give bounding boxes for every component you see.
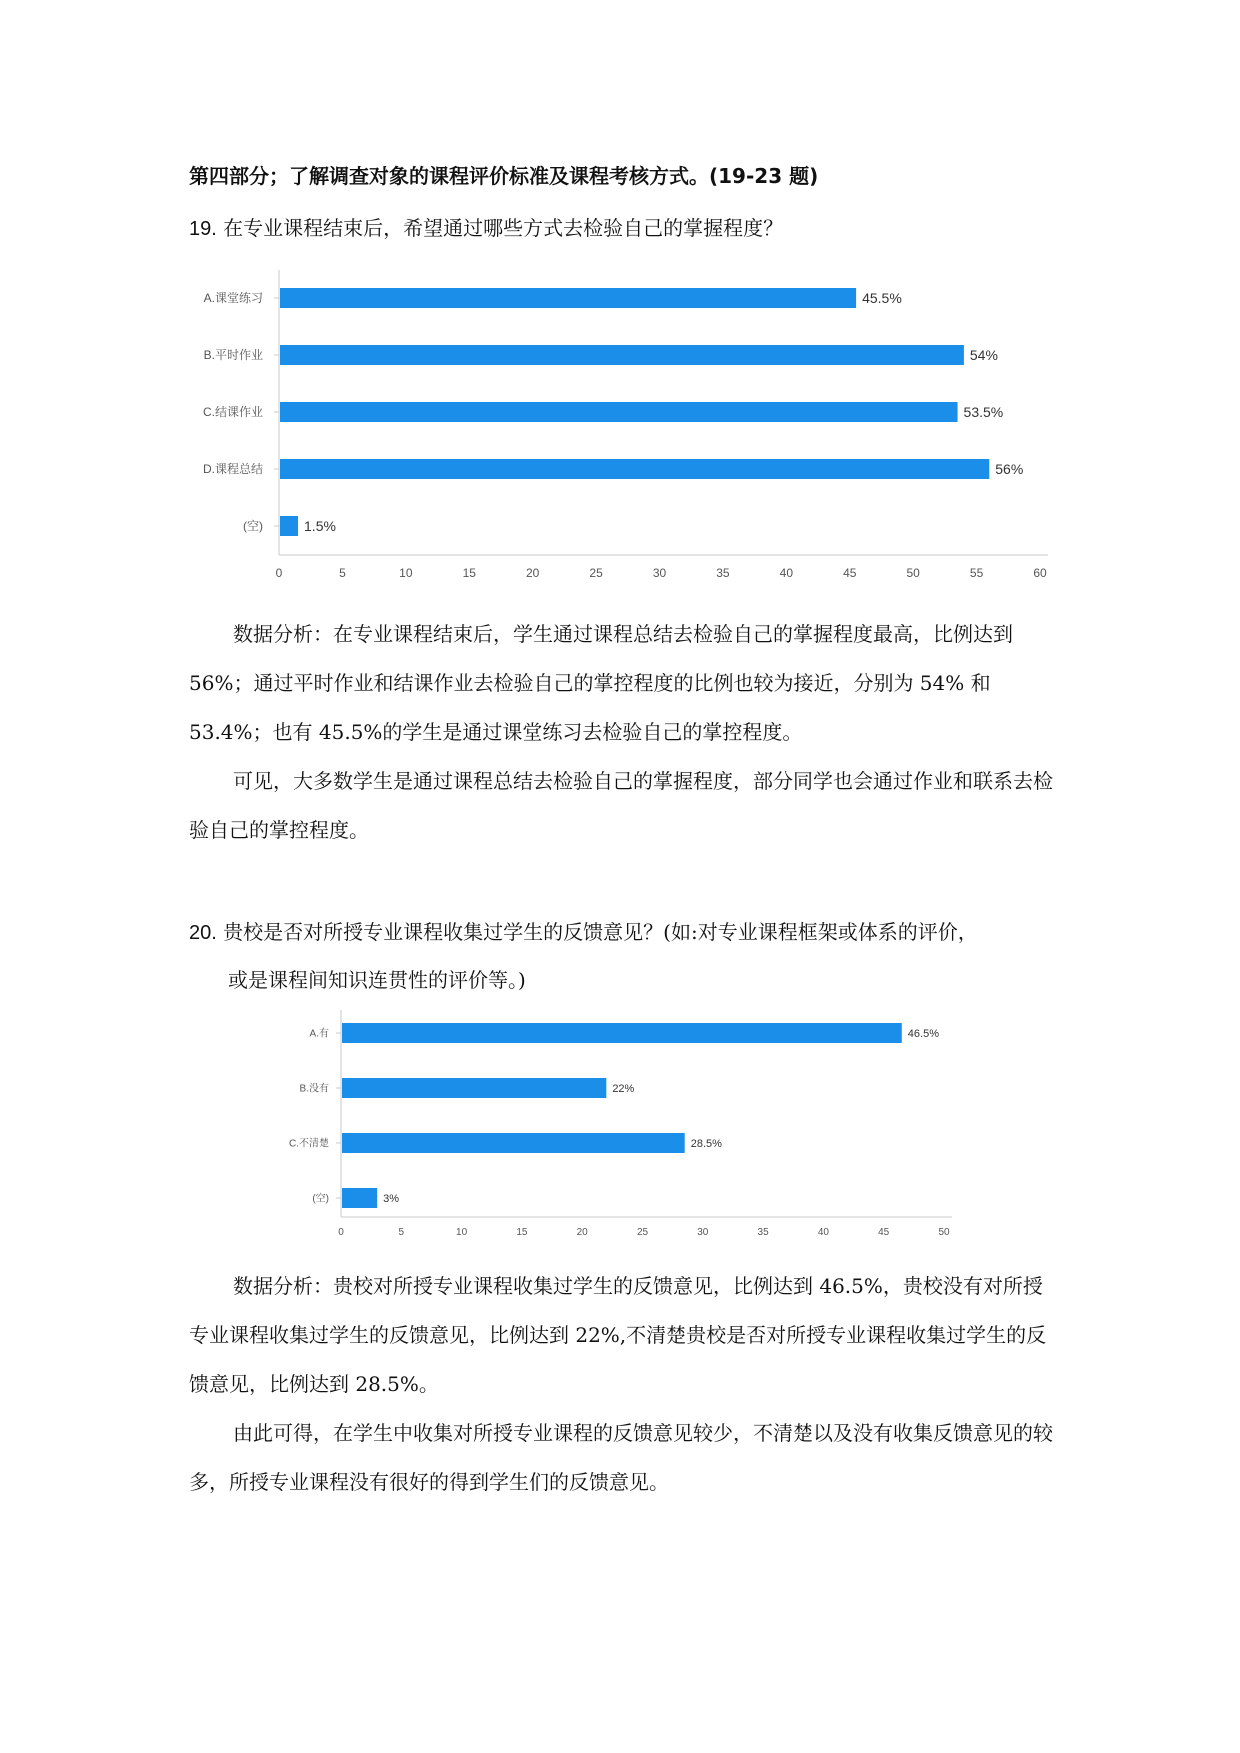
- category-label: A.课堂练习: [203, 291, 263, 306]
- bar-value-label: 56%: [995, 460, 1024, 477]
- bar: [280, 459, 989, 479]
- bar: [342, 1133, 685, 1153]
- x-tick-label: 15: [462, 566, 476, 580]
- category-label: A.有: [309, 1028, 329, 1040]
- chart-q20: [0, 990, 1240, 1250]
- analysis-20-paragraph-1: [189, 1262, 1059, 1409]
- x-tick-label: 10: [399, 566, 413, 580]
- x-tick-label: 60: [1033, 566, 1047, 580]
- question-19-number: 19.: [189, 218, 217, 240]
- analysis-19-text-1: 数据分析：在专业课程结束后，学生通过课程总结去检验自己的掌握程度最高，比例达到 56%；通过平时作业和结课作业去检验自己的掌控程度的比例也较为接近，分别为 54% 和 53.4%；也有 45.5%的学生是通过课堂练习去检验自己的掌控程度。: [189, 622, 1013, 744]
- bar: [280, 402, 958, 422]
- chart-q19: [0, 0, 1240, 600]
- x-tick-label: 50: [938, 1227, 950, 1238]
- bar: [280, 516, 298, 536]
- analysis-19-paragraph-1: [189, 610, 1059, 757]
- x-tick-label: 45: [843, 566, 857, 580]
- analysis-20-paragraph-2: [189, 1409, 1059, 1507]
- category-label: D.课程总结: [202, 462, 263, 477]
- x-tick-label: 40: [817, 1227, 829, 1238]
- bar: [342, 1078, 606, 1098]
- x-tick-label: 25: [589, 566, 603, 580]
- bar-value-label: 1.5%: [304, 517, 336, 534]
- question-20: [189, 916, 978, 945]
- bar: [342, 1023, 902, 1043]
- bar-value-label: 53.5%: [963, 403, 1004, 420]
- bar-value-label: 3%: [383, 1192, 400, 1205]
- x-tick-label: 30: [652, 566, 667, 580]
- question-20-line-2: 或是课程间知识连贯性的评价等。): [228, 968, 526, 992]
- x-tick-label: 5: [398, 1227, 405, 1238]
- category-label: B.没有: [299, 1083, 329, 1095]
- bar: [342, 1188, 377, 1208]
- x-tick-label: 25: [636, 1227, 649, 1238]
- x-tick-label: 10: [456, 1227, 468, 1238]
- question-19-text: 在专业课程结束后，希望通过哪些方式去检验自己的掌握程度？: [223, 216, 784, 240]
- bar: [280, 345, 964, 365]
- x-tick-label: 50: [906, 566, 920, 580]
- x-tick-label: 0: [275, 566, 283, 580]
- x-tick-label: 35: [716, 566, 730, 580]
- x-tick-label: 15: [516, 1227, 528, 1238]
- bar-value-label: 22%: [612, 1082, 635, 1095]
- analysis-19-text-2: 可见，大多数学生是通过课程总结去检验自己的掌握程度，部分同学也会通过作业和联系去检验自己的掌控程度。: [189, 769, 1053, 842]
- x-tick-label: 30: [697, 1227, 709, 1238]
- question-20-number: 20.: [189, 922, 217, 944]
- bar-value-label: 28.5%: [690, 1137, 722, 1150]
- x-tick-label: 45: [878, 1227, 890, 1238]
- x-tick-label: 55: [969, 566, 984, 580]
- x-tick-label: 35: [757, 1227, 769, 1238]
- bar-value-label: 54%: [969, 346, 998, 363]
- analysis-20-text-1: 数据分析：贵校对所授专业课程收集过学生的反馈意见，比例达到 46.5%，贵校没有对所授专业课程收集过学生的反馈意见，比例达到 22%,不清楚贵校是否对所授专业课程收集过学生的反馈意见，比例达到 28.5%。: [189, 1274, 1047, 1396]
- bar-value-label: 46.5%: [907, 1027, 939, 1040]
- analysis-19-paragraph-2: [189, 757, 1059, 855]
- section-title: 第四部分；了解调查对象的课程评价标准及课程考核方式。(19-23 题): [189, 164, 819, 188]
- x-tick-label: 0: [338, 1227, 344, 1238]
- bar-value-label: 45.5%: [862, 289, 902, 306]
- x-tick-label: 5: [339, 566, 346, 580]
- question-20-line-1: 贵校是否对所授专业课程收集过学生的反馈意见？(如:对专业课程框架或体系的评价，: [223, 920, 978, 944]
- x-tick-label: 40: [779, 566, 794, 580]
- category-label: (空): [243, 519, 263, 534]
- category-label: (空): [312, 1193, 329, 1205]
- category-label: B.平时作业: [203, 348, 263, 363]
- category-label: C.结课作业: [202, 405, 263, 420]
- x-tick-label: 20: [525, 566, 540, 580]
- analysis-20-text-2: 由此可得，在学生中收集对所授专业课程的反馈意见较少，不清楚以及没有收集反馈意见的较多，所授专业课程没有很好的得到学生们的反馈意见。: [189, 1421, 1053, 1494]
- x-tick-label: 20: [576, 1227, 588, 1238]
- bar: [280, 288, 856, 308]
- category-label: C.不清楚: [289, 1138, 329, 1150]
